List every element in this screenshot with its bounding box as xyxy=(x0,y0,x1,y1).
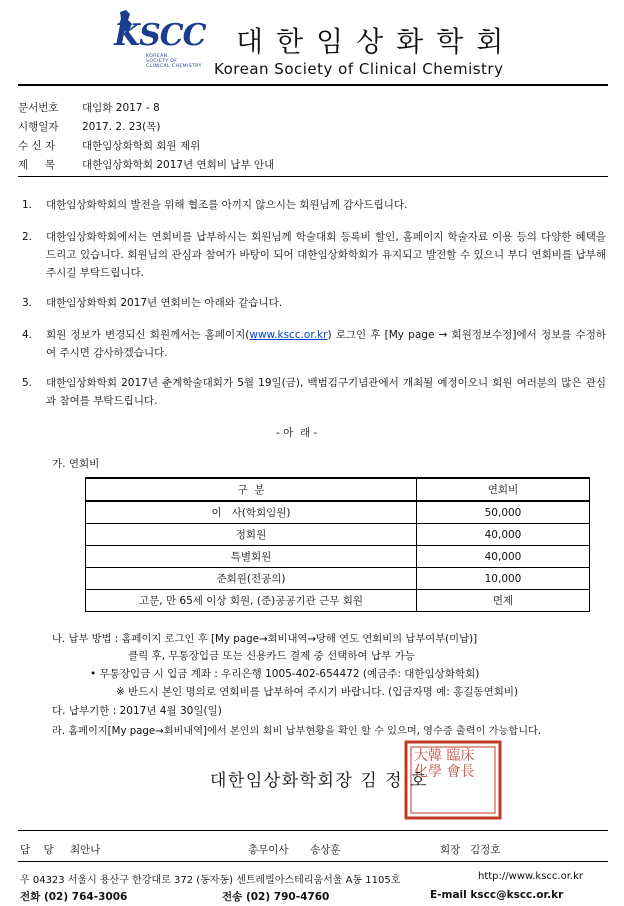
staff-role-secretary: 총무이사 xyxy=(248,844,289,856)
below-heading: - 아 래 - xyxy=(276,427,318,439)
doc-number-label: 문서번호 xyxy=(18,102,59,114)
issue-date-label: 시행일자 xyxy=(18,121,59,133)
payment-deadline: 다. 납부기한 : 2017년 4월 30일(일) xyxy=(52,705,222,717)
fee-table xyxy=(85,477,590,612)
table-row: 고문, 만 65세 이상 회원, (준)공공기관 근무 회원 면제 xyxy=(86,590,590,612)
recipient-value: 대한임상화학회 회원 제위 xyxy=(82,140,201,152)
seal-inscription: 大韓 臨床 化學 會長 xyxy=(414,748,475,780)
staff-role-president: 회장 xyxy=(440,844,461,856)
staff-name-president: 김정호 xyxy=(470,844,501,856)
staff-divider xyxy=(18,830,608,831)
table-row: 이 사(학회임원) 50,000 xyxy=(86,501,590,524)
footer-website[interactable]: http://www.kscc.or.kr xyxy=(478,871,583,882)
subject-value: 대한임상화학회 2017년 연회비 납부 안내 xyxy=(82,159,275,171)
staff-role-charge: 담 당 xyxy=(20,844,54,856)
logo-subtitle: KOREAN SOCIETY OF CLINICAL CHEMISTRY xyxy=(146,54,202,69)
footer-phone: 전화 (02) 764-3006 xyxy=(20,891,128,903)
payment-method-line1: 나. 납부 방법 : 홈페이지 로그인 후 [My page→회비내역→당해 연도 연회비의 납부여부(미납)] xyxy=(52,633,478,645)
doc-number-value: 대임화 2017 - 8 xyxy=(82,102,160,114)
table-row: 정회원 40,000 xyxy=(86,524,590,546)
section-fee-heading: 가. 연회비 xyxy=(52,458,100,470)
issue-date-value: 2017. 2. 23(목) xyxy=(82,121,161,133)
header-divider xyxy=(18,84,608,86)
president-signature: 대한임상화학회장 김 정 호 xyxy=(210,771,428,791)
meta-divider xyxy=(18,176,608,177)
col-category-header: 구 분 xyxy=(86,478,417,501)
footer-address: 우 04323 서울시 용산구 한강대로 372 (동자동) 센트레빌아스테리움서울 A동 1105호 xyxy=(20,875,401,886)
table-row: 준회원(전공의) 10,000 xyxy=(86,568,590,590)
org-name-english: Korean Society of Clinical Chemistry xyxy=(214,60,504,78)
subject-label: 제 목 xyxy=(18,159,55,171)
homepage-link[interactable]: www.kscc.or.kr xyxy=(249,329,328,341)
recipient-label: 수 신 자 xyxy=(18,140,56,152)
table-header-row xyxy=(86,478,590,501)
staff-name-charge: 최안나 xyxy=(70,844,101,856)
org-name-korean: 대한임상화학회 xyxy=(236,25,517,58)
footer-email[interactable]: E-mail kscc@kscc.or.kr xyxy=(430,889,564,901)
bank-account-line: • 무통장입금 시 입금 계좌 : 우리은행 1005-402-654472 (예금주: 대한임상화학회) xyxy=(90,668,480,680)
col-fee-header: 연회비 xyxy=(417,478,590,501)
payment-method-line2: 클릭 후, 무통장입금 또는 신용카드 결제 중 선택하여 납부 가능 xyxy=(128,650,415,662)
kscc-logo xyxy=(112,10,208,78)
logo-wordmark: KSCC xyxy=(114,18,206,53)
payment-status-line: 라. 홈페이지[My page→회비내역]에서 본인의 회비 납부현황을 확인 할 수 있으며, 영수증 출력이 가능합니다. xyxy=(52,726,542,737)
footer-divider xyxy=(18,861,608,862)
staff-name-secretary: 송상훈 xyxy=(310,844,341,856)
table-row: 특별회원 40,000 xyxy=(86,546,590,568)
footer-fax: 전송 (02) 790-4760 xyxy=(222,891,330,903)
payment-note-line: ※ 반드시 본인 명의로 연회비를 납부하여 주시기 바랍니다. (입금자명 예: 홍길동연회비) xyxy=(116,686,519,698)
